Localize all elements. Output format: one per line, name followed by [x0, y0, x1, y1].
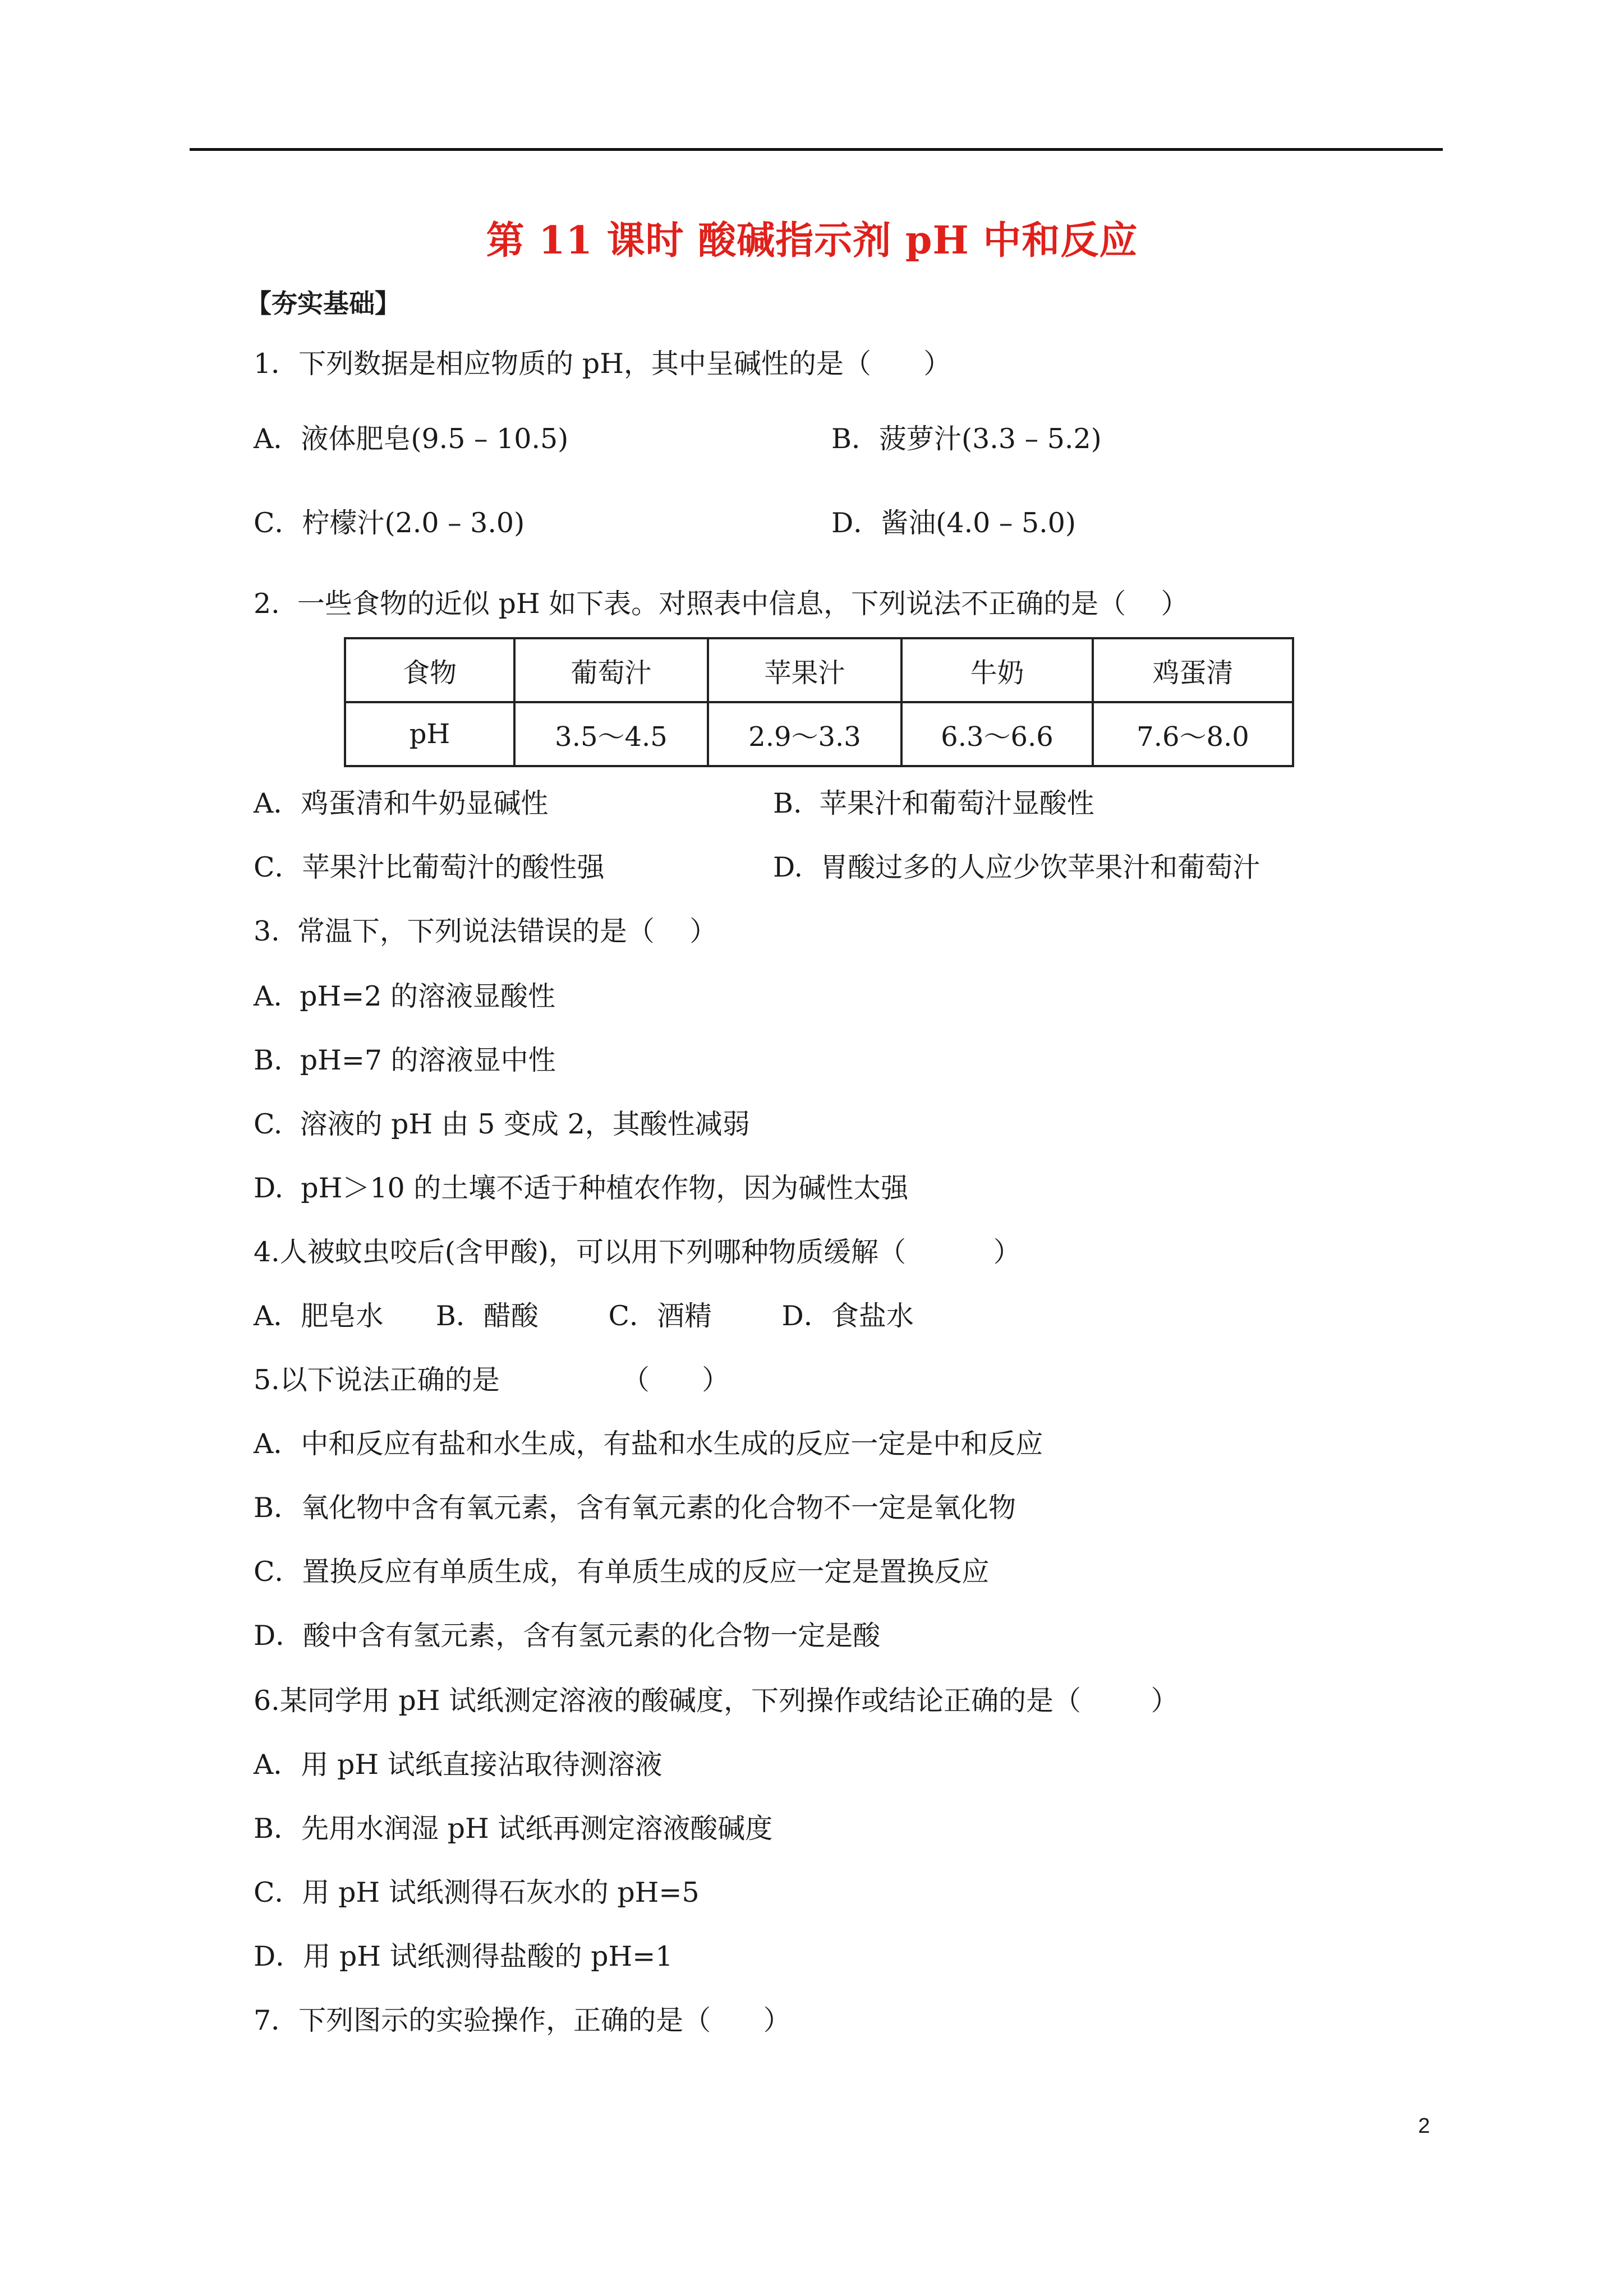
lesson-title: 第 11 课时 酸碱指示剂 pH 中和反应	[486, 218, 1138, 263]
question-5-option-c: C．置换反应有单质生成，有单质生成的反应一定是置换反应	[254, 1556, 990, 1588]
table-cell: 牛奶	[901, 638, 1093, 702]
table-cell: 食物	[345, 638, 514, 702]
question-1-stem: 1．下列数据是相应物质的 pH，其中呈碱性的是（ ）	[254, 348, 951, 380]
question-5-stem: 5.以下说法正确的是 （ ）	[254, 1364, 730, 1396]
question-3-option-c: C. 溶液的 pH 由 5 变成 2，其酸性减弱	[254, 1108, 750, 1140]
question-3-stem: 3. 常温下，下列说法错误的是（ ）	[254, 915, 717, 947]
question-6-option-d: D．用 pH 试纸测得盐酸的 pH=1	[254, 1940, 673, 1972]
question-6-option-b: B．先用水润湿 pH 试纸再测定溶液酸碱度	[254, 1813, 773, 1845]
question-3-option-b: B. pH=7 的溶液显中性	[254, 1044, 556, 1076]
table-cell: 鸡蛋清	[1093, 638, 1293, 702]
question-2-option-c: C．苹果汁比葡萄汁的酸性强	[254, 851, 605, 883]
header-rule	[190, 148, 1443, 151]
question-5-option-a: A．中和反应有盐和水生成，有盐和水生成的反应一定是中和反应	[254, 1428, 1043, 1460]
table-cell: 7.6～8.0	[1093, 702, 1293, 766]
table-row	[345, 702, 1293, 766]
question-2-option-a: A．鸡蛋清和牛奶显碱性	[254, 787, 549, 819]
question-4-stem: 4.人被蚊虫咬后(含甲酸)，可以用下列哪种物质缓解（ ）	[254, 1236, 1021, 1268]
table-cell: 葡萄汁	[514, 638, 708, 702]
question-2-stem: 2. 一些食物的近似 pH 如下表。对照表中信息，下列说法不正确的是（ ）	[254, 588, 1189, 620]
question-1-option-b: B．菠萝汁(3.3 – 5.2)	[831, 423, 1102, 455]
table-cell: pH	[345, 702, 514, 766]
section-heading: 【夯实基础】	[246, 288, 401, 319]
table-cell: 6.3～6.6	[901, 702, 1093, 766]
question-6-stem: 6.某同学用 pH 试纸测定溶液的酸碱度，下列操作或结论正确的是（ ）	[254, 1685, 1179, 1717]
question-3-option-a: A. pH=2 的溶液显酸性	[254, 980, 556, 1012]
table-header-row	[345, 638, 1293, 702]
question-1-option-c: C．柠檬汁(2.0 – 3.0)	[254, 507, 525, 539]
page-number: 2	[1418, 2114, 1430, 2138]
table-cell: 2.9～3.3	[708, 702, 901, 766]
food-ph-table	[344, 637, 1294, 767]
question-5-option-d: D．酸中含有氢元素，含有氢元素的化合物一定是酸	[254, 1620, 881, 1652]
question-4-options: A．肥皂水 B．醋酸 C．酒精 D．食盐水	[254, 1300, 914, 1332]
question-5-option-b: B．氧化物中含有氧元素，含有氧元素的化合物不一定是氧化物	[254, 1492, 1016, 1524]
question-2-option-d: D. 胃酸过多的人应少饮苹果汁和葡萄汁	[773, 851, 1260, 883]
question-1-option-a: A．液体肥皂(9.5 – 10.5)	[254, 423, 569, 455]
table-cell: 苹果汁	[708, 638, 901, 702]
question-6-option-c: C．用 pH 试纸测得石灰水的 pH=5	[254, 1877, 700, 1908]
question-3-option-d: D. pH＞10 的土壤不适于种植农作物，因为碱性太强	[254, 1172, 909, 1204]
question-7-stem: 7．下列图示的实验操作，正确的是（ ）	[254, 2004, 791, 2036]
table-cell: 3.5～4.5	[514, 702, 708, 766]
question-1-option-d: D．酱油(4.0 – 5.0)	[831, 507, 1076, 539]
question-2-option-b: B. 苹果汁和葡萄汁显酸性	[773, 787, 1094, 819]
question-6-option-a: A．用 pH 试纸直接沾取待测溶液	[254, 1749, 663, 1781]
